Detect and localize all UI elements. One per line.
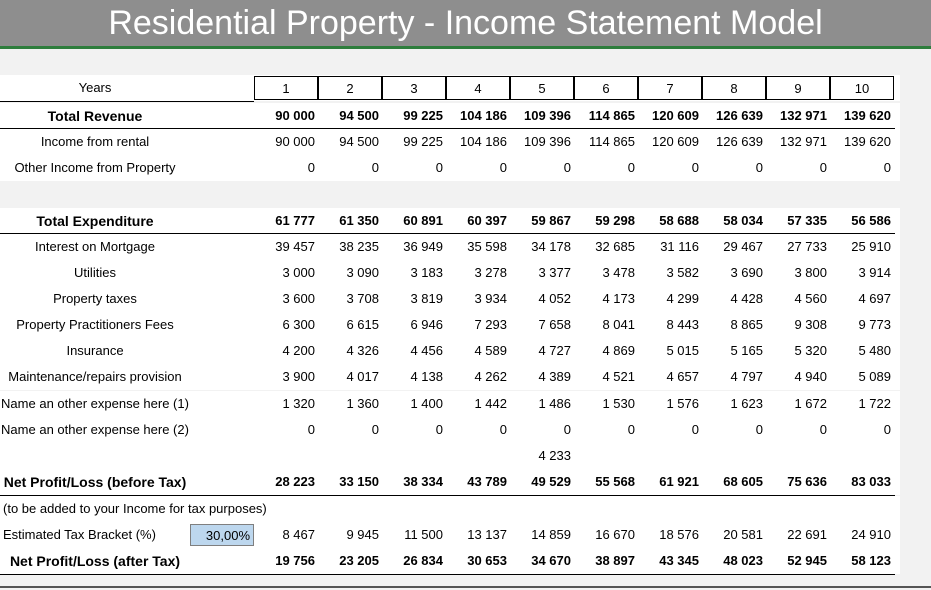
total-expenditure-cell[interactable]: 61 350 <box>339 213 379 228</box>
property-taxes-cell[interactable]: 3 600 <box>282 291 315 306</box>
other-expense-1-cell[interactable]: 1 320 <box>282 396 315 411</box>
other-income-cell[interactable]: 0 <box>371 160 379 175</box>
other-income-cell[interactable]: 0 <box>883 160 891 175</box>
total-revenue-cell[interactable]: 132 971 <box>780 108 827 123</box>
row-border <box>0 574 895 575</box>
other-income-cell[interactable]: 0 <box>691 160 699 175</box>
total-expenditure-cell[interactable]: 60 891 <box>403 213 443 228</box>
net-after-tax-cell[interactable]: 30 653 <box>467 553 507 568</box>
other-expense-1-cell[interactable]: 1 486 <box>538 396 571 411</box>
practitioners-fees-cell[interactable]: 9 308 <box>794 317 827 332</box>
year-header-cell[interactable]: 9 <box>766 76 830 100</box>
property-taxes-row <box>0 286 900 312</box>
total-revenue-cell[interactable]: 99 225 <box>403 108 443 123</box>
insurance-cell[interactable]: 4 589 <box>474 343 507 358</box>
net-after-tax-cell[interactable]: 38 897 <box>595 553 635 568</box>
maintenance-cell[interactable]: 4 262 <box>474 369 507 384</box>
net-before-tax-cell[interactable]: 43 789 <box>467 474 507 489</box>
maintenance-cell[interactable]: 5 089 <box>858 369 891 384</box>
other-income-cell[interactable]: 0 <box>563 160 571 175</box>
interest-row <box>0 234 900 260</box>
other-income-cell[interactable]: 0 <box>755 160 763 175</box>
bottom-border <box>0 586 931 588</box>
other-expense-1-cell[interactable]: 1 400 <box>410 396 443 411</box>
total-expenditure-cell[interactable]: 57 335 <box>787 213 827 228</box>
interest-cell[interactable]: 31 116 <box>660 239 699 254</box>
net-before-tax-cell[interactable]: 55 568 <box>595 474 635 489</box>
insurance-cell[interactable]: 5 165 <box>730 343 763 358</box>
total-expenditure-label: Total Expenditure <box>36 213 154 229</box>
total-expenditure-cell[interactable]: 58 688 <box>659 213 699 228</box>
total-revenue-cell[interactable]: 120 609 <box>652 108 699 123</box>
other-expense-2-cell[interactable]: 0 <box>307 422 315 437</box>
tax-amount-cell[interactable]: 18 576 <box>659 527 699 542</box>
year-header-cell[interactable]: 3 <box>382 76 446 100</box>
row-border <box>0 128 895 129</box>
net-before-tax-cell[interactable]: 38 334 <box>403 474 443 489</box>
utilities-cell[interactable]: 3 377 <box>538 265 571 280</box>
other-expense-1-cell[interactable]: 1 442 <box>474 396 507 411</box>
property-taxes-cell[interactable]: 3 934 <box>474 291 507 306</box>
income-rental-cell[interactable]: 90 000 <box>275 134 315 149</box>
other-expense-1-cell[interactable]: 1 672 <box>794 396 827 411</box>
property-taxes-cell[interactable]: 3 819 <box>410 291 443 306</box>
property-taxes-label: Property taxes <box>53 291 137 306</box>
other-expense-2-cell[interactable]: 0 <box>691 422 699 437</box>
practitioners-fees-cell[interactable]: 9 773 <box>858 317 891 332</box>
tax-amount-cell[interactable]: 9 945 <box>346 527 379 542</box>
year-header-cell[interactable]: 4 <box>446 76 510 100</box>
other-expense-2-cell[interactable]: 0 <box>499 422 507 437</box>
net-after-tax-cell[interactable]: 34 670 <box>531 553 571 568</box>
other-expense-2-cell[interactable]: 0 <box>755 422 763 437</box>
income-rental-cell[interactable]: 126 639 <box>716 134 763 149</box>
insurance-label: Insurance <box>66 343 124 358</box>
net-after-tax-cell[interactable]: 52 945 <box>787 553 827 568</box>
practitioners-fees-cell[interactable]: 8 041 <box>602 317 635 332</box>
other-expense-1-cell[interactable]: 1 530 <box>602 396 635 411</box>
net-before-tax-cell[interactable]: 49 529 <box>531 474 571 489</box>
tax-bracket-label: Estimated Tax Bracket (%) <box>3 527 156 542</box>
total-revenue-cell[interactable]: 94 500 <box>339 108 379 123</box>
insurance-cell[interactable]: 4 727 <box>538 343 571 358</box>
total-revenue-cell[interactable]: 139 620 <box>844 108 891 123</box>
years-label: Years <box>78 80 112 95</box>
net-after-tax-row <box>0 548 900 574</box>
total-revenue-cell[interactable]: 114 865 <box>588 108 635 123</box>
property-taxes-cell[interactable]: 4 173 <box>602 291 635 306</box>
property-taxes-cell[interactable]: 4 052 <box>538 291 571 306</box>
net-after-tax-cell[interactable]: 48 023 <box>723 553 763 568</box>
tax-amount-cell[interactable]: 22 691 <box>787 527 827 542</box>
other-income-cell[interactable]: 0 <box>819 160 827 175</box>
net-after-tax-cell[interactable]: 58 123 <box>851 553 891 568</box>
year-header-cell[interactable]: 7 <box>638 76 702 100</box>
income-rental-cell[interactable]: 132 971 <box>780 134 827 149</box>
other-income-row <box>0 155 900 181</box>
net-before-tax-cell[interactable]: 33 150 <box>339 474 379 489</box>
utilities-cell[interactable]: 3 000 <box>282 265 315 280</box>
practitioners-fees-row <box>0 312 900 338</box>
other-income-label: Other Income from Property <box>14 160 176 175</box>
other-expense-2-cell[interactable]: 0 <box>627 422 635 437</box>
total-revenue-row <box>0 103 900 129</box>
tax-amount-cell[interactable]: 13 137 <box>467 527 507 542</box>
total-expenditure-cell[interactable]: 61 777 <box>275 213 315 228</box>
net-before-tax-cell[interactable]: 28 223 <box>275 474 315 489</box>
other-expense-2-cell[interactable]: 0 <box>435 422 443 437</box>
year-header-cell[interactable]: 5 <box>510 76 574 100</box>
total-expenditure-cell[interactable]: 60 397 <box>467 213 507 228</box>
utilities-label: Utilities <box>74 265 116 280</box>
other-expense-1-cell[interactable]: 1 576 <box>666 396 699 411</box>
year-header-cell[interactable]: 10 <box>830 76 894 100</box>
total-expenditure-cell[interactable]: 56 586 <box>851 213 891 228</box>
practitioners-fees-cell[interactable]: 6 615 <box>346 317 379 332</box>
page-title: Residential Property - Income Statement Model <box>108 4 823 42</box>
net-after-tax-label: Net Profit/Loss (after Tax) <box>9 553 181 569</box>
maintenance-cell[interactable]: 4 389 <box>538 369 571 384</box>
other-income-cell[interactable]: 0 <box>499 160 507 175</box>
insurance-cell[interactable]: 4 869 <box>602 343 635 358</box>
net-before-tax-cell[interactable]: 61 921 <box>659 474 699 489</box>
tax-note-row <box>0 496 900 522</box>
tax-amount-cell[interactable]: 11 500 <box>404 527 443 542</box>
property-taxes-cell[interactable]: 4 428 <box>730 291 763 306</box>
other-expense-2-cell[interactable]: 0 <box>563 422 571 437</box>
utilities-cell[interactable]: 3 090 <box>346 265 379 280</box>
income-rental-cell[interactable]: 114 865 <box>588 134 635 149</box>
maintenance-cell[interactable]: 4 017 <box>346 369 379 384</box>
other-income-cell[interactable]: 0 <box>435 160 443 175</box>
row-border <box>0 495 895 496</box>
tax-note-label: (to be added to your Income for tax purposes) <box>3 501 267 516</box>
insurance-cell[interactable]: 5 320 <box>794 343 827 358</box>
maintenance-cell[interactable]: 4 138 <box>410 369 443 384</box>
other-expense-1-cell[interactable]: 1 722 <box>858 396 891 411</box>
row-border <box>0 101 254 102</box>
tax-amount-cell[interactable]: 8 467 <box>282 527 315 542</box>
utilities-cell[interactable]: 3 582 <box>666 265 699 280</box>
property-taxes-cell[interactable]: 4 560 <box>794 291 827 306</box>
practitioners-fees-label: Property Practitioners Fees <box>16 317 174 332</box>
stray-value-cell[interactable]: 4 233 <box>538 448 571 463</box>
interest-cell[interactable]: 34 178 <box>531 239 571 254</box>
income-rental-cell[interactable]: 120 609 <box>652 134 699 149</box>
income-rental-row <box>0 129 900 155</box>
row-border <box>0 233 895 234</box>
income-rental-cell[interactable]: 109 396 <box>524 134 571 149</box>
income-rental-cell[interactable]: 99 225 <box>403 134 443 149</box>
total-revenue-cell[interactable]: 90 000 <box>275 108 315 123</box>
utilities-cell[interactable]: 3 690 <box>730 265 763 280</box>
net-before-tax-label: Net Profit/Loss (before Tax) <box>3 474 187 490</box>
net-after-tax-cell[interactable]: 26 834 <box>403 553 443 568</box>
stray-value-row <box>0 443 900 469</box>
tax-bracket-row <box>0 522 900 548</box>
net-before-tax-cell[interactable]: 83 033 <box>851 474 891 489</box>
utilities-cell[interactable]: 3 914 <box>858 265 891 280</box>
total-expenditure-cell[interactable]: 59 867 <box>531 213 571 228</box>
practitioners-fees-cell[interactable]: 7 293 <box>474 317 507 332</box>
practitioners-fees-cell[interactable]: 7 658 <box>538 317 571 332</box>
practitioners-fees-cell[interactable]: 6 300 <box>282 317 315 332</box>
other-expense-2-row <box>0 417 900 443</box>
maintenance-cell[interactable]: 4 521 <box>602 369 635 384</box>
practitioners-fees-cell[interactable]: 6 946 <box>410 317 443 332</box>
interest-label: Interest on Mortgage <box>35 239 155 254</box>
tax-bracket-input[interactable]: 30,00% <box>190 524 254 546</box>
interest-cell[interactable]: 39 457 <box>275 239 315 254</box>
net-before-tax-row <box>0 469 900 495</box>
total-expenditure-cell[interactable]: 58 034 <box>723 213 763 228</box>
other-expense-1-row <box>0 391 900 417</box>
net-before-tax-cell[interactable]: 75 636 <box>787 474 827 489</box>
year-header-cell[interactable]: 1 <box>254 76 318 100</box>
property-taxes-cell[interactable]: 3 708 <box>346 291 379 306</box>
interest-cell[interactable]: 32 685 <box>595 239 635 254</box>
other-expense-2-label: Name an other expense here (2) <box>1 422 189 437</box>
utilities-cell[interactable]: 3 278 <box>474 265 507 280</box>
interest-cell[interactable]: 38 235 <box>339 239 379 254</box>
interest-cell[interactable]: 35 598 <box>467 239 507 254</box>
total-expenditure-cell[interactable]: 59 298 <box>595 213 635 228</box>
tax-amount-cell[interactable]: 20 581 <box>723 527 763 542</box>
tax-amount-cell[interactable]: 14 859 <box>531 527 571 542</box>
interest-cell[interactable]: 29 467 <box>723 239 763 254</box>
maintenance-cell[interactable]: 4 940 <box>794 369 827 384</box>
maintenance-cell[interactable]: 3 900 <box>282 369 315 384</box>
other-expense-1-cell[interactable]: 1 360 <box>346 396 379 411</box>
other-expense-1-cell[interactable]: 1 623 <box>730 396 763 411</box>
year-header-cell[interactable]: 8 <box>702 76 766 100</box>
maintenance-row <box>0 364 900 390</box>
property-taxes-cell[interactable]: 4 697 <box>858 291 891 306</box>
utilities-cell[interactable]: 3 800 <box>794 265 827 280</box>
practitioners-fees-cell[interactable]: 8 443 <box>666 317 699 332</box>
insurance-cell[interactable]: 5 015 <box>666 343 699 358</box>
insurance-cell[interactable]: 4 456 <box>410 343 443 358</box>
total-revenue-cell[interactable]: 126 639 <box>716 108 763 123</box>
income-rental-cell[interactable]: 94 500 <box>339 134 379 149</box>
other-income-cell[interactable]: 0 <box>307 160 315 175</box>
total-revenue-cell[interactable]: 109 396 <box>524 108 571 123</box>
utilities-cell[interactable]: 3 183 <box>410 265 443 280</box>
insurance-cell[interactable]: 4 326 <box>346 343 379 358</box>
other-expense-2-cell[interactable]: 0 <box>371 422 379 437</box>
net-before-tax-cell[interactable]: 68 605 <box>723 474 763 489</box>
property-taxes-cell[interactable]: 4 299 <box>666 291 699 306</box>
other-expense-1-label: Name an other expense here (1) <box>1 396 189 411</box>
interest-cell[interactable]: 36 949 <box>403 239 443 254</box>
year-header-cell[interactable]: 2 <box>318 76 382 100</box>
year-header-cell[interactable]: 6 <box>574 76 638 100</box>
maintenance-label: Maintenance/repairs provision <box>8 369 182 384</box>
net-after-tax-cell[interactable]: 23 205 <box>339 553 379 568</box>
utilities-row <box>0 260 900 286</box>
insurance-cell[interactable]: 4 200 <box>282 343 315 358</box>
insurance-row <box>0 338 900 364</box>
utilities-cell[interactable]: 3 478 <box>602 265 635 280</box>
other-expense-2-cell[interactable]: 0 <box>819 422 827 437</box>
practitioners-fees-cell[interactable]: 8 865 <box>730 317 763 332</box>
other-income-cell[interactable]: 0 <box>627 160 635 175</box>
total-revenue-cell[interactable]: 104 186 <box>460 108 507 123</box>
income-rental-cell[interactable]: 139 620 <box>844 134 891 149</box>
other-expense-2-cell[interactable]: 0 <box>883 422 891 437</box>
interest-cell[interactable]: 25 910 <box>851 239 891 254</box>
total-revenue-label: Total Revenue <box>47 108 143 124</box>
net-after-tax-cell[interactable]: 43 345 <box>659 553 699 568</box>
net-after-tax-cell[interactable]: 19 756 <box>275 553 315 568</box>
maintenance-cell[interactable]: 4 797 <box>730 369 763 384</box>
years-header-row <box>0 75 900 101</box>
insurance-cell[interactable]: 5 480 <box>858 343 891 358</box>
tax-amount-cell[interactable]: 16 670 <box>595 527 635 542</box>
maintenance-cell[interactable]: 4 657 <box>666 369 699 384</box>
interest-cell[interactable]: 27 733 <box>787 239 827 254</box>
total-expenditure-row <box>0 208 900 234</box>
income-rental-cell[interactable]: 104 186 <box>460 134 507 149</box>
income-rental-label: Income from rental <box>40 134 150 149</box>
tax-amount-cell[interactable]: 24 910 <box>851 527 891 542</box>
